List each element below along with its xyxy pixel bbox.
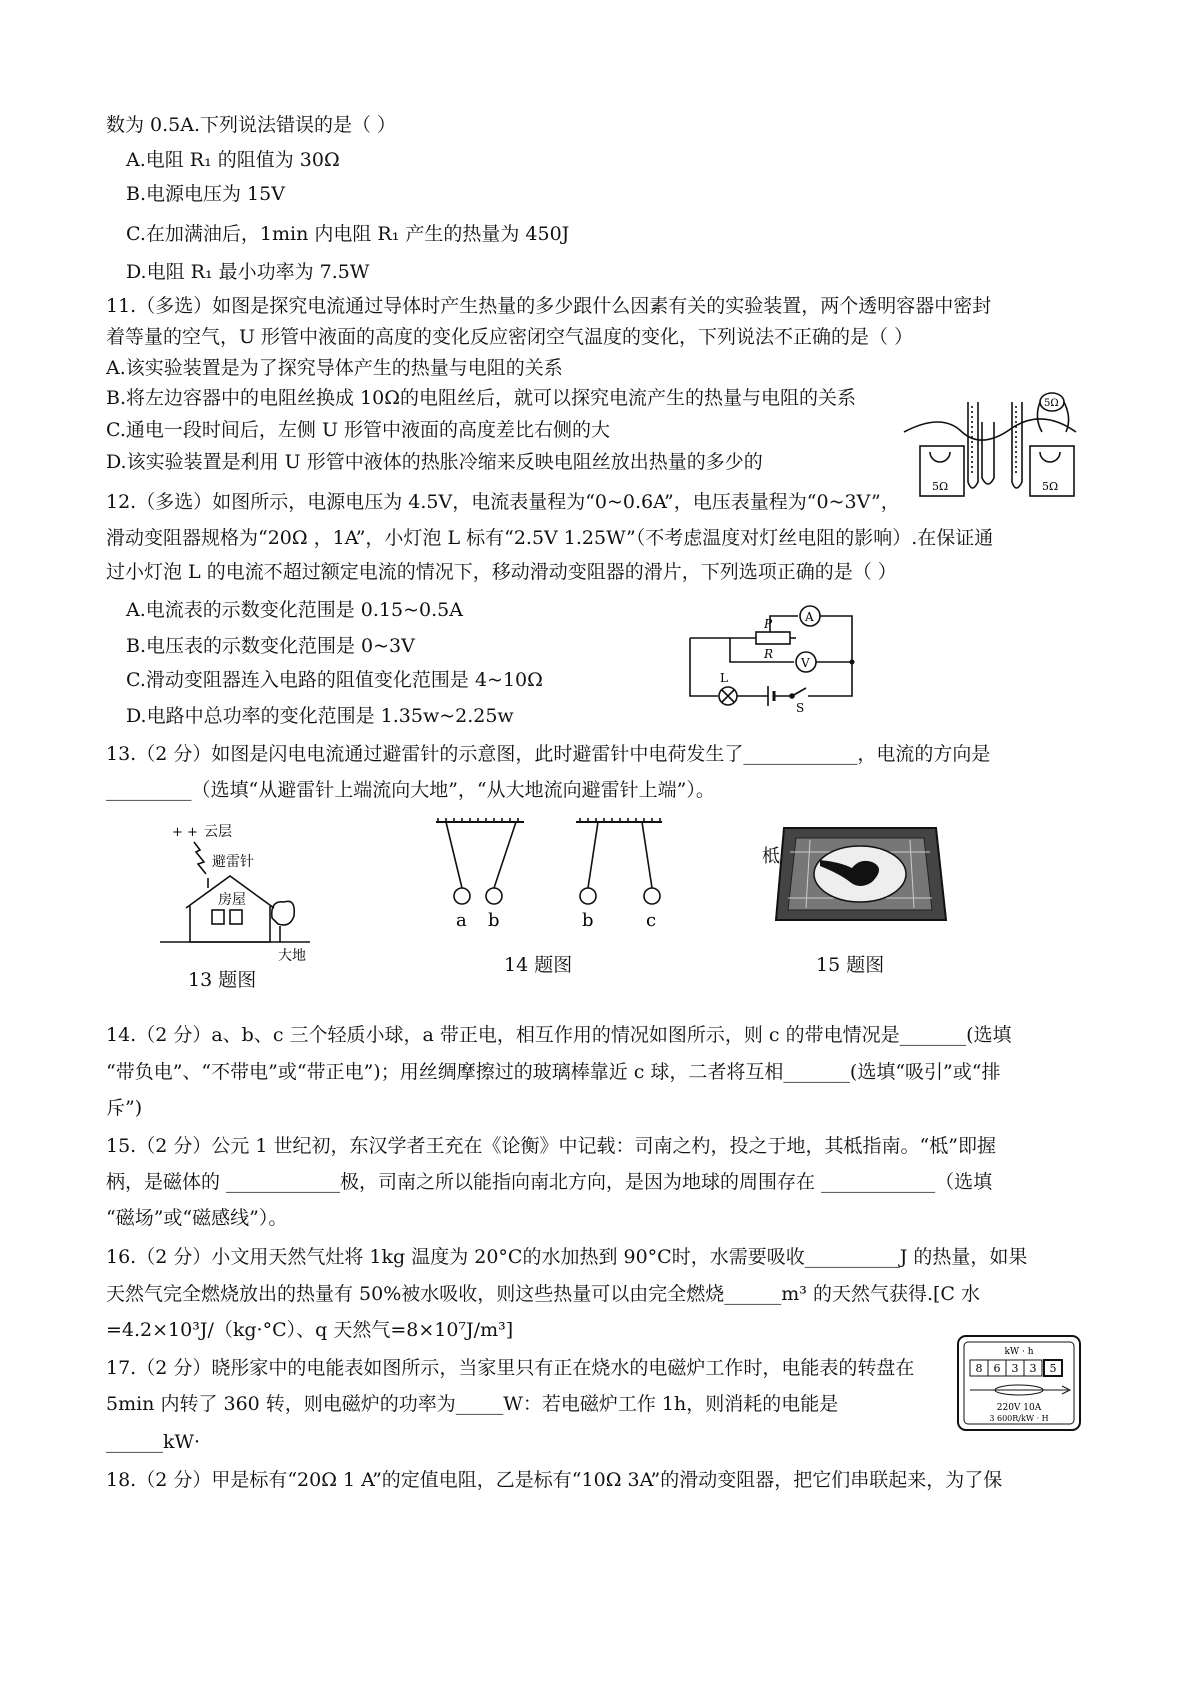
- fig17-digit-5: 5: [1049, 1362, 1057, 1375]
- question-16-stem-3: =4.2×10³J/（kg·°C）、q 天然气=8×10⁷J/m³]: [106, 1319, 514, 1341]
- question-14-stem-3: 斥”): [106, 1097, 143, 1119]
- fig15-handle-label: 柢: [762, 846, 780, 867]
- fig11-top-resistor-label: 5Ω: [1044, 398, 1059, 409]
- question-14-stem-2: “带负电”、“不带电”或“带正电”)；用丝绸摩擦过的玻璃棒靠近 c 球，二者将互相_______(选填“吸引”或“排: [106, 1061, 1001, 1083]
- q10-option-d: D.电阻 R₁ 最小功率为 7.5W: [126, 261, 370, 283]
- question-15-stem-3: “磁场”或“磁感线”）。: [106, 1207, 288, 1229]
- question-17-stem-3: ______kW·: [106, 1431, 201, 1453]
- fig17-spec-rev: 3 600R/kW · H: [989, 1414, 1049, 1423]
- fig17-digit-2: 6: [993, 1362, 1001, 1375]
- question-13-stem: 13.（2 分）如图是闪电电流通过避雷针的示意图，此时避雷针中电荷发生了____________，电流的方向是: [106, 743, 991, 765]
- fig14-ball-b1: b: [488, 910, 500, 931]
- question-15-stem: 15.（2 分）公元 1 世纪初，东汉学者王充在《论衡》中记载：司南之杓，投之于地，其柢指南。“柢”即握: [106, 1135, 996, 1157]
- question-12-stem-2: 滑动变阻器规格为“20Ω ，1A”，小灯泡 L 标有“2.5V 1.25W”（不考虑温度对灯丝电阻的影响）.在保证通: [106, 527, 994, 549]
- question-18-stem: 18.（2 分）甲是标有“20Ω 1 A”的定值电阻，乙是标有“10Ω 3A”的滑动变阻器，把它们串联起来，为了保: [106, 1469, 1003, 1491]
- question-15-stem-2: 柄，是磁体的 ____________极，司南之所以能指向南北方向，是因为地球的周围存在 ____________（选填: [106, 1171, 993, 1193]
- q10-option-a: A.电阻 R₁ 的阻值为 30Ω: [126, 149, 340, 171]
- q14-pith-balls-figure: [430, 818, 680, 932]
- fig13-charges: + +: [172, 825, 198, 840]
- q17-electricity-meter-figure: [956, 1334, 1082, 1432]
- fig13-cloud-label: 云层: [204, 824, 232, 840]
- question-14-stem: 14.（2 分）a、b、c 三个轻质小球，a 带正电，相互作用的情况如图所示，则 c 的带电情况是_______(选填: [106, 1024, 1012, 1046]
- fig14-caption: 14 题图: [504, 954, 573, 976]
- q11-apparatus-figure: [902, 382, 1078, 502]
- q10-option-c: C.在加满油后，1min 内电阻 R₁ 产生的热量为 450J: [126, 223, 570, 245]
- fig12-ammeter-label: A: [805, 610, 814, 624]
- q11-option-c: C.通电一段时间后，左侧 U 形管中液面的高度差比右侧的大: [106, 419, 610, 441]
- fig12-switch-label: S: [796, 701, 805, 715]
- fig14-ball-b2: b: [582, 910, 594, 931]
- question-17-stem-2: 5min 内转了 360 转，则电磁炉的功率为_____W：若电磁炉工作 1h，则消耗的电能是: [106, 1393, 839, 1415]
- fig14-ball-a: a: [456, 910, 467, 931]
- fig17-digit-3: 3: [1011, 1362, 1019, 1375]
- question-10-stem-end: 数为 0.5A.下列说法错误的是（ ）: [106, 114, 397, 136]
- fig13-house-label: 房屋: [218, 892, 246, 908]
- question-13-stem-2: _________（选填“从避雷针上端流向大地”，“从大地流向避雷针上端”）。: [106, 779, 715, 801]
- question-12-stem-3: 过小灯泡 L 的电流不超过额定电流的情况下，移动滑动变阻器的滑片，下列选项正确的是（ ）: [106, 561, 897, 583]
- question-16-stem-2: 天然气完全燃烧放出的热量有 50%被水吸收，则这些热量可以由完全燃烧______m³ 的天然气获得.[C 水: [106, 1283, 980, 1305]
- q13-lightning-rod-figure: [160, 820, 320, 968]
- q12-option-c: C.滑动变阻器连入电路的阻值变化范围是 4~10Ω: [126, 669, 543, 691]
- fig11-right-resistor-label: 5Ω: [1042, 480, 1059, 493]
- fig13-ground-label: 大地: [278, 948, 306, 964]
- fig12-lamp-label: L: [720, 671, 728, 685]
- fig12-label-r: R: [764, 647, 774, 661]
- question-11-stem: 11.（多选）如图是探究电流通过导体时产生热量的多少跟什么因素有关的实验装置，两个透明容器中密封: [106, 295, 992, 317]
- q10-option-b: B.电源电压为 15V: [126, 183, 285, 205]
- fig13-caption: 13 题图: [188, 969, 257, 991]
- fig12-label-p: P: [764, 617, 773, 631]
- question-17-stem: 17.（2 分）晓彤家中的电能表如图所示，当家里只有正在烧水的电磁炉工作时，电能表的转盘在: [106, 1357, 915, 1379]
- fig17-spec-voltage: 220V 10A: [996, 1403, 1042, 1413]
- question-16-stem: 16.（2 分）小文用天然气灶将 1kg 温度为 20°C的水加热到 90°C时，水需要吸收__________J 的热量，如果: [106, 1246, 1028, 1268]
- q12-option-a: A.电流表的示数变化范围是 0.15~0.5A: [126, 599, 463, 621]
- question-11-stem-2: 着等量的空气，U 形管中液面的高度的变化反应密闭空气温度的变化，下列说法不正确的是（ ）: [106, 326, 914, 348]
- q15-sinan-figure: [760, 822, 950, 926]
- question-12-stem: 12.（多选）如图所示，电源电压为 4.5V，电流表量程为“0~0.6A”，电压表量程为“0~3V”，: [106, 491, 900, 513]
- q11-option-d: D.该实验装置是利用 U 形管中液体的热胀冷缩来反映电阻丝放出热量的多少的: [106, 451, 763, 473]
- fig15-caption: 15 题图: [816, 954, 885, 976]
- q11-option-b: B.将左边容器中的电阻丝换成 10Ω的电阻丝后，就可以探究电流产生的热量与电阻的关系: [106, 387, 856, 409]
- fig14-ball-c: c: [646, 910, 657, 931]
- fig13-rod-label: 避雷针: [212, 854, 254, 870]
- fig11-left-resistor-label: 5Ω: [932, 480, 949, 493]
- q12-option-b: B.电压表的示数变化范围是 0~3V: [126, 635, 415, 657]
- q11-option-a: A.该实验装置是为了探究导体产生的热量与电阻的关系: [106, 357, 563, 379]
- q12-option-d: D.电路中总功率的变化范围是 1.35w~2.25w: [126, 705, 514, 727]
- fig17-digit-1: 8: [975, 1362, 983, 1375]
- fig17-unit: kW · h: [1004, 1347, 1034, 1357]
- fig17-digit-4: 3: [1029, 1362, 1037, 1375]
- fig12-voltmeter-label: V: [801, 656, 810, 670]
- q12-circuit-figure: [686, 598, 858, 716]
